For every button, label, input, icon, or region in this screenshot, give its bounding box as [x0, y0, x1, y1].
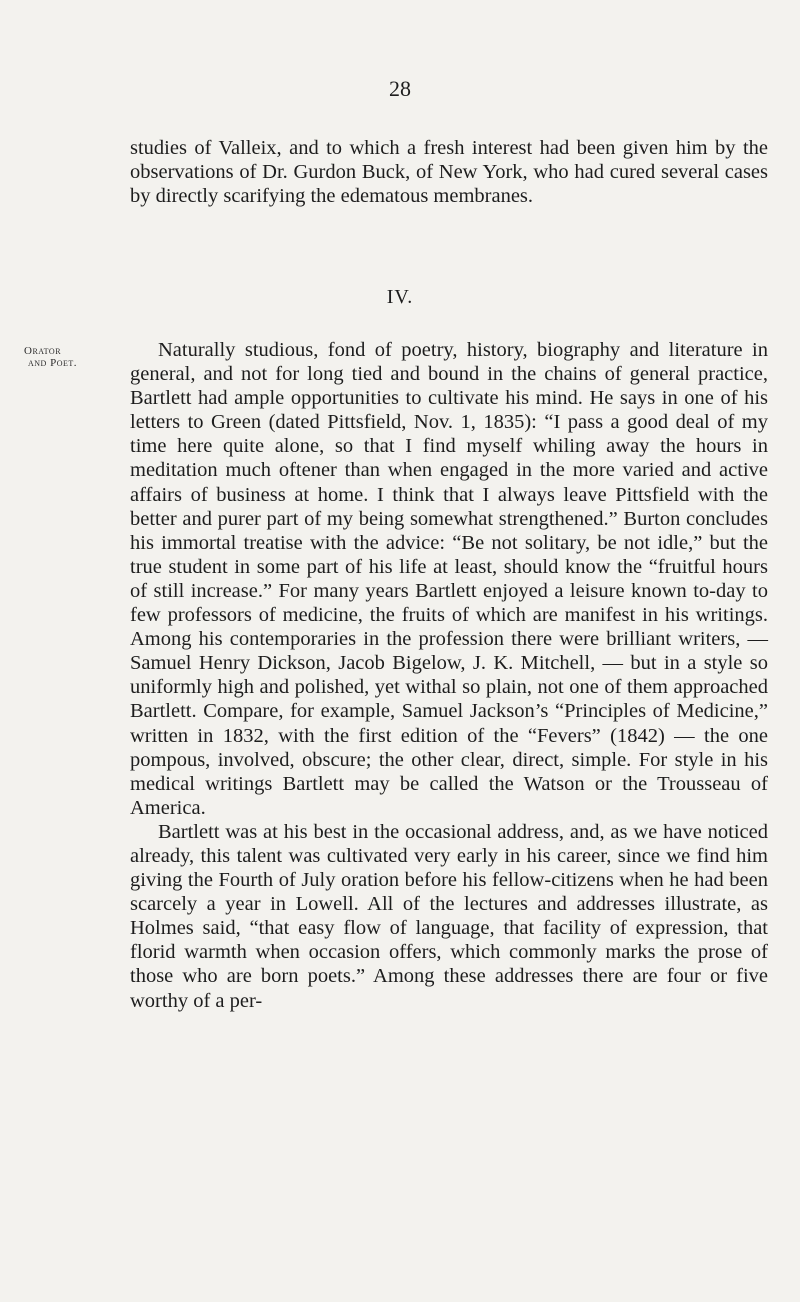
margin-note [24, 345, 114, 369]
margin-note-line-2: and Poet. [28, 357, 78, 369]
page-number: 28 [389, 76, 411, 101]
paragraph-1: Naturally studious, fond of poetry, history, biography and literature in general, and not for long tied and bound in the chains of general practice, Bartlett had ample opportunities to cultivate his mind. He says in one of his letters to Green (dated Pittsfield, Nov. 1, 1835): “I pass a good deal of my time here quite alone, so that I find myself whiling away the hours in meditation much oftener than when engaged in the more varied and active affairs of business at home. I think that I always leave Pittsfield with the better and purer part of my being somewhat strengthened.” Burton concludes his immortal treatise with the advice: “Be not solitary, be not idle,” but the true student in some part of his life at least, should know the “fruitful hours of still increase.” For many years Bartlett enjoyed a leisure known to-day to few professors of medicine, the fruits of which are manifest in his writings. Among his contemporaries in the profession there were brilliant writers, — Samuel Henry Dickson, Jacob Bigelow, J. K. Mitchell, — but in a style so uniformly high and polished, yet withal so plain, not one of them approached Bartlett. Compare, for example, Samuel Jackson’s “Principles of Medicine,” written in 1832, with the first edition of the “Fevers” (1842) — the one pompous, involved, obscure; the other clear, direct, simple. For style in his medical writings Bartlett may be called the Watson or the Trousseau of America. [130, 339, 768, 819]
margin-note-line-1: Orator [24, 345, 62, 357]
continuation-paragraph: studies of Valleix, and to which a fresh interest had been given him by the observations of Dr. Gurdon Buck, of New York, who had cured several cases by directly scarifying the edematous membranes. [130, 137, 768, 208]
section-heading: IV. [386, 286, 414, 308]
main-text [130, 338, 768, 1013]
paragraph-2: Bartlett was at his best in the occasional address, and, as we have noticed already, this talent was cultivated very early in his career, since we find him giving the Fourth of July oration before his fellow-citizens when he had been scarcely a year in Lowell. All of the lectures and addresses illustrate, as Holmes said, “that easy flow of language, that facility of expression, that florid warmth when occasion offers, which commonly marks the prose of those who are born poets.” Among these addresses there are four or five worthy of a per- [130, 820, 768, 1012]
